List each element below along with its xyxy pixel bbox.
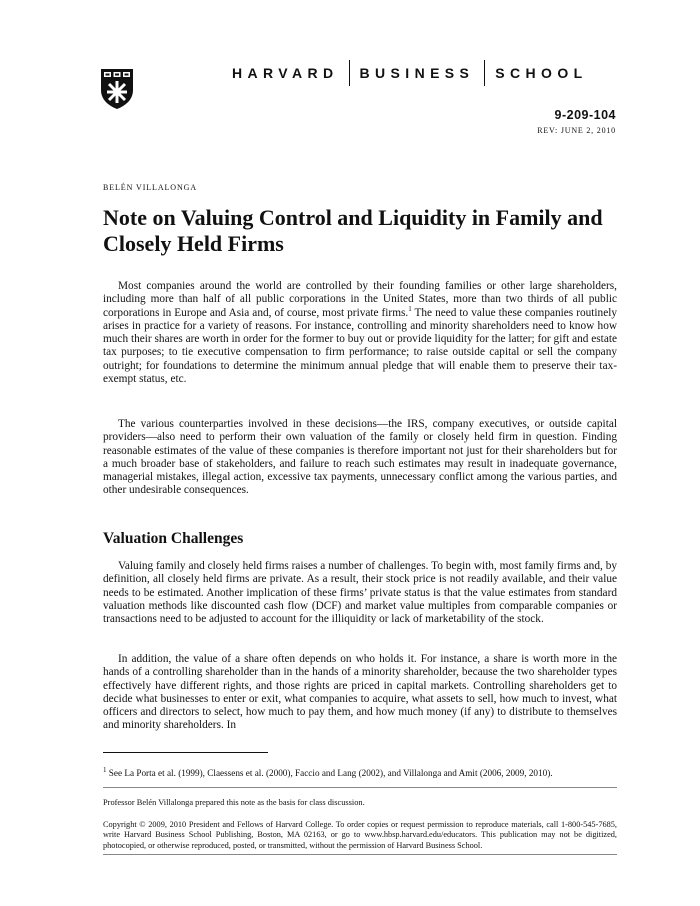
author-name: BELÉN VILLALONGA xyxy=(103,183,198,192)
intro-p1-text: Most companies around the world are controlled by their founding families or other large shareholders, including more than half of all public corporations in the United States, more than two thirds of all public corporations in Europe and Asia and, of course, most private firms. xyxy=(103,280,617,319)
intro-p2-text: The various counterparties involved in these decisions—the IRS, company executives, or outside capital providers—also need to perform their own valuation of the family or closely held firm in question. Finding reasonable estimates of the value of these companies is therefore important not just for their shareholders but for a much broader base of stakeholders, and failure to reach such estimates may result in inadequate governance, managerial mistakes, illegal action, excessive tax payments, unnecessary conflict among the various parties, and other undesirable consequences. xyxy=(103,418,617,497)
document-title: Note on Valuing Control and Liquidity in Family and Closely Held Firms xyxy=(103,205,603,256)
brand-word-business: BUSINESS xyxy=(359,65,475,81)
footer-divider xyxy=(103,787,617,788)
intro-p1-continued: The need to value these companies routinely arises in practice for a variety of reasons. For instance, controlling and minority shareholders need to know how much their shares are worth in order for the former to buy out or provide liquidity for the latter; for gift and estate tax purposes; to tie executive compensation to firm performance; to raise outside capital or sell the company outright; for foundations to determine the minimum annual pledge that will enable them to preserve their tax-exempt status, etc. xyxy=(103,306,617,386)
section-paragraph-2 xyxy=(103,653,617,733)
intro-paragraph-2 xyxy=(103,418,617,498)
hbs-shield-logo xyxy=(100,68,134,110)
institution-wordmark xyxy=(222,60,588,86)
document-number: 9-209-104 xyxy=(554,108,616,122)
section-paragraph-1 xyxy=(103,560,617,626)
footnote-number: 1 xyxy=(103,765,107,774)
footnote-text: See La Porta et al. (1999), Claessens et al. (2000), Faccio and Lang (2002), and Villalonga and Amit (2006, 2009, 2010). xyxy=(106,768,553,778)
footnote xyxy=(103,765,617,778)
section-p1-text: Valuing family and closely held firms raises a number of challenges. To begin with, most family firms and, by definition, all closely held firms are private. As a result, their stock price is not readily available, and their value needs to be estimated. Another implication of these firms’ private status is that the value estimates from standard valuation methods like discounted cash flow (DCF) and market value multiples from comparable companies or transactions need to be adjusted to account for the illiquidity or lack of marketability of the stock. xyxy=(103,560,617,626)
footnote-divider xyxy=(103,752,268,753)
revision-date: REV: JUNE 2, 2010 xyxy=(537,126,616,135)
footnote-marker[interactable]: 1 xyxy=(408,304,412,313)
preparer-note: Professor Belén Villalonga prepared this note as the basis for class discussion. xyxy=(103,798,365,807)
section-p2-text: In addition, the value of a share often depends on who holds it. For instance, a share is worth more in the hands of a controlling shareholder than in the hands of a minority shareholder, because the two shareholder types effectively have different rights, and those rights are priced in capital markets. Controlling shareholders get to decide what businesses to enter or exit, what companies to acquire, what assets to sell, how much to invest, what officers and directors to select, how much to pay them, and how much money (if any) to distribute to themselves and minority shareholders. In xyxy=(103,653,617,732)
intro-paragraph-1 xyxy=(103,280,617,386)
brand-word-school: SCHOOL xyxy=(495,65,588,81)
copyright-notice: Copyright © 2009, 2010 President and Fellows of Harvard College. To order copies or request permission to reproduce materials, call 1-800-545-7685, write Harvard Business School Publishing, Boston, MA 02163, or go to www.hbsp.harvard.edu/educators. This publication may not be digitized, photocopied, or otherwise reproduced, posted, or transmitted, without the permission of Harvard Business School. xyxy=(103,820,617,850)
section-heading: Valuation Challenges xyxy=(103,530,244,547)
bottom-divider xyxy=(103,854,617,855)
brand-word-harvard: HARVARD xyxy=(232,65,339,81)
